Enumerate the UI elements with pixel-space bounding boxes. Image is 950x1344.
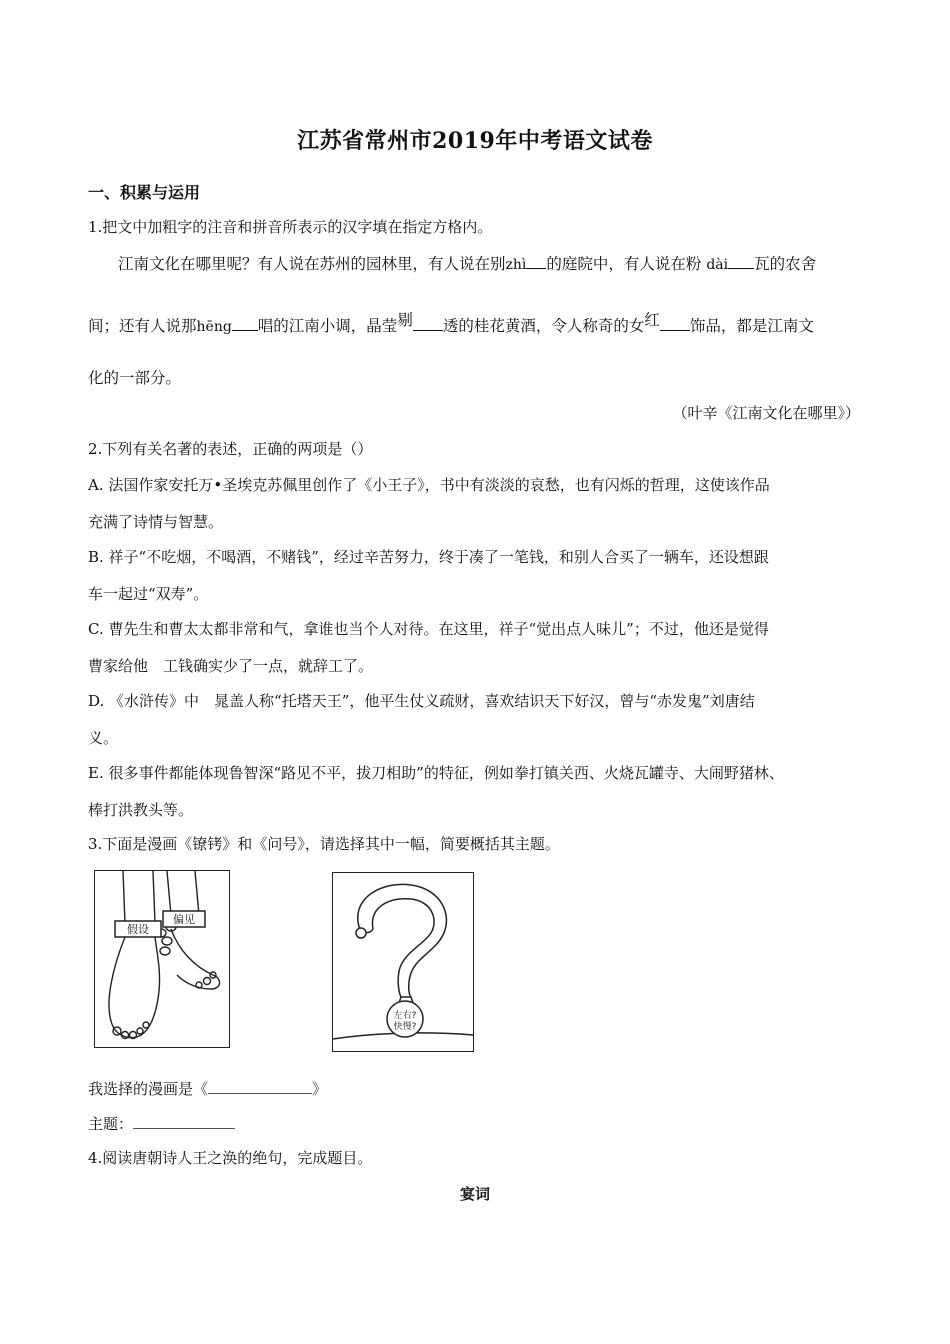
passage-text: 透的桂花黄酒，令人称奇的女 [442, 317, 645, 335]
theme-label: 主题： [88, 1115, 134, 1133]
ball-label-line1: 左右? [393, 1011, 417, 1021]
char-hong: 红 [644, 311, 660, 329]
pinyin-dai: dài [706, 257, 729, 273]
answer-blank-1[interactable] [526, 252, 546, 269]
answer-blank-5[interactable] [660, 314, 690, 331]
passage-text: 饰品，都是江南文 [689, 317, 814, 335]
cartoon-question-mark [332, 872, 474, 1052]
cuff-label-left: 假设 [127, 923, 149, 936]
question-mark-drawing [333, 873, 473, 1051]
choose-label-end: 》 [312, 1080, 328, 1098]
passage-text: 唱的江南小调，晶莹 [257, 317, 398, 335]
passage-text: 江南文化在哪里呢？有人说在苏州的园林里，有人说在别 [118, 255, 506, 273]
option-c-line1: C. 曹先生和曹太太都非常和气，拿谁也当个人对待。在这里，祥子“觉出点人味儿”；不过，他还是觉得 [88, 620, 769, 638]
choose-cartoon-row [88, 1078, 327, 1099]
section-heading: 一、积累与运用 [88, 183, 201, 202]
option-a-line2: 充满了诗情与智慧。 [88, 513, 224, 531]
passage-source: （叶辛《江南文化在哪里》） [672, 404, 860, 422]
answer-blank-3[interactable] [232, 314, 258, 331]
passage-line-3: 化的一部分。 [88, 369, 182, 387]
passage-line-2 [88, 311, 814, 336]
option-b-line1: B. 祥子“不吃烟，不喝酒，不赌钱”，经过辛苦努力，终于凑了一笔钱，和别人合买了一辆车，还设想跟 [88, 548, 769, 566]
passage-line-1 [118, 252, 816, 274]
passage-text: 间；还有人说那 [88, 317, 197, 335]
cartoon-shackles [94, 870, 230, 1048]
page-title: 江苏省常州市2019年中考语文试卷 [297, 128, 653, 154]
pinyin-zhi: zhì [505, 257, 527, 273]
answer-blank-2[interactable] [728, 252, 754, 269]
poem-title: 宴词 [459, 1185, 490, 1203]
choose-cartoon-blank[interactable] [208, 1079, 312, 1094]
question-1-stem: 1.把文中加粗字的注音和拼音所表示的汉字填在指定方格内。 [88, 218, 493, 236]
option-e-line2: 棒打洪教头等。 [88, 801, 194, 819]
option-e-line1: E. 很多事件都能体现鲁智深“路见不平，拔刀相助”的特征，例如拳打镇关西、火烧瓦罐寺、大闹野猪林、 [88, 764, 784, 782]
choose-label: 我选择的漫画是《 [88, 1080, 209, 1098]
question-3-stem: 3.下面是漫画《镣铐》和《问号》，请选择其中一幅，简要概括其主题。 [88, 835, 560, 853]
theme-row [88, 1113, 235, 1134]
option-c-line2: 曹家给他 工钱确实少了一点，就辞工了。 [88, 657, 374, 675]
pinyin-heng: hēng [196, 319, 232, 335]
ball-label-line2: 快慢? [393, 1022, 417, 1032]
char-ti: 剔 [397, 311, 413, 329]
option-b-line2: 车一起过“双寿”。 [88, 585, 209, 603]
answer-blank-4[interactable] [413, 314, 443, 331]
passage-text: 瓦的农舍 [754, 255, 817, 273]
theme-blank[interactable] [133, 1114, 235, 1129]
passage-text: 的庭院中，有人说在粉 [546, 255, 702, 273]
option-d-line1: D. 《水浒传》中 晁盖人称“托塔天王”，他平生仗义疏财，喜欢结识天下好汉，曾与“赤发鬼”刘唐结 [88, 692, 755, 710]
option-d-line2: 义。 [88, 729, 119, 747]
option-a-line1: A. 法国作家安托万•圣埃克苏佩里创作了《小王子》，书中有淡淡的哀愁，也有闪烁的哲理，这使该作品 [88, 476, 770, 494]
question-4-stem: 4.阅读唐朝诗人王之涣的绝句，完成题目。 [88, 1149, 373, 1167]
shackles-drawing [95, 871, 229, 1047]
question-2-stem: 2.下列有关名著的表述，正确的两项是（） [88, 440, 373, 458]
cuff-label-right: 偏见 [173, 913, 195, 926]
